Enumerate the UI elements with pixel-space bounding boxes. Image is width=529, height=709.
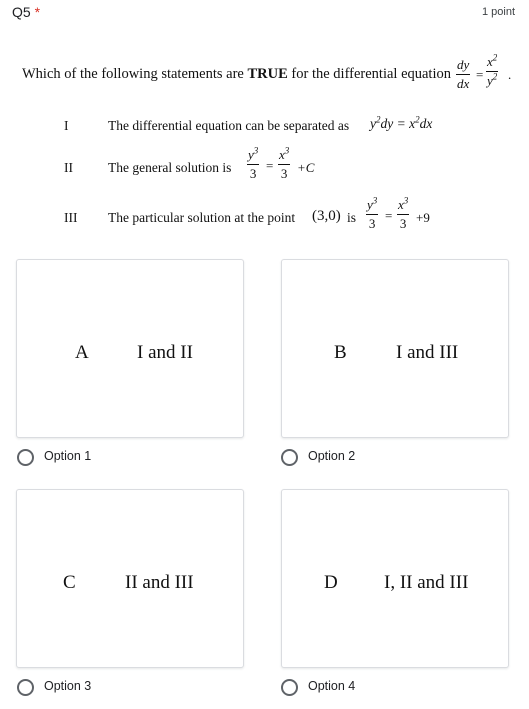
option-4-label: Option 4 [308, 679, 356, 693]
choice-c-text: II and III [125, 572, 194, 593]
choice-b-text: I and III [396, 342, 459, 363]
option-1-row[interactable] [17, 447, 237, 469]
statement-2-frac-right: $\frac{x^3}{3}$ [279, 145, 290, 181]
option-2-row[interactable] [281, 447, 501, 469]
option-2-radio[interactable] [281, 449, 298, 466]
statement-3-constant: +9 [416, 210, 430, 225]
question-number [12, 4, 40, 20]
statement-2-numeral: II [64, 160, 73, 175]
statement-2-frac-left: $\frac{y^3}{3}$ [248, 145, 259, 181]
statement-3-numeral: III [64, 210, 78, 225]
choice-d-letter: D [324, 572, 338, 593]
option-1-label: Option 1 [44, 449, 92, 463]
required-mark: * [34, 4, 41, 20]
equation-period: . [508, 67, 512, 82]
statement-3-is: is [347, 210, 357, 225]
question-number-text: Q5 [12, 4, 31, 20]
equation-dydx: $\frac{dy}{dx}$ [457, 57, 470, 91]
equation-rhs: $\frac{x^2}{y^2}$ [487, 52, 498, 88]
choice-card-c[interactable] [16, 489, 244, 668]
statement-3-frac-left: $\frac{y^3}{3}$ [367, 195, 378, 231]
choice-card-d[interactable] [281, 489, 509, 668]
option-2-label: Option 2 [308, 449, 356, 463]
statement-3-equals: = [385, 208, 393, 223]
statement-2-constant: +C [297, 160, 315, 175]
question-suffix: for the differential equation [287, 66, 451, 82]
option-4-radio[interactable] [281, 679, 298, 696]
equation-equals: = [476, 67, 484, 82]
option-3-label: Option 3 [44, 679, 92, 693]
choice-d-text: I, II and III [384, 572, 469, 593]
statement-3-point: (3,0) [312, 208, 341, 224]
statement-1-text: The differential equation can be separated as [108, 118, 350, 133]
choice-a-text: I and II [137, 342, 193, 363]
option-4-row[interactable] [281, 677, 501, 699]
statement-1 [64, 114, 524, 138]
choice-b-letter: B [334, 342, 347, 363]
statement-2-equals: = [266, 158, 274, 173]
choice-a-letter: A [75, 342, 89, 363]
statement-3-text: The particular solution at the point [108, 210, 296, 225]
points-label: 1 point [481, 6, 515, 18]
question-sentence [22, 66, 451, 83]
choice-c-letter: C [63, 572, 76, 593]
option-3-radio[interactable] [17, 679, 34, 696]
question-prefix: Which of the following statements are [22, 66, 248, 82]
statement-2-text: The general solution is [108, 160, 232, 175]
choice-card-b[interactable] [281, 259, 509, 438]
statement-3-frac-right: $\frac{x^3}{3}$ [398, 195, 409, 231]
choice-card-a[interactable] [16, 259, 244, 438]
option-1-radio[interactable] [17, 449, 34, 466]
statement-3 [64, 194, 524, 236]
statement-1-numeral: I [64, 118, 69, 133]
question-text [22, 52, 522, 98]
statement-1-math: $y^2dy = x^2dx$ [370, 114, 433, 131]
question-bold: TRUE [247, 66, 288, 82]
option-3-row[interactable] [17, 677, 237, 699]
statement-2 [64, 144, 524, 186]
